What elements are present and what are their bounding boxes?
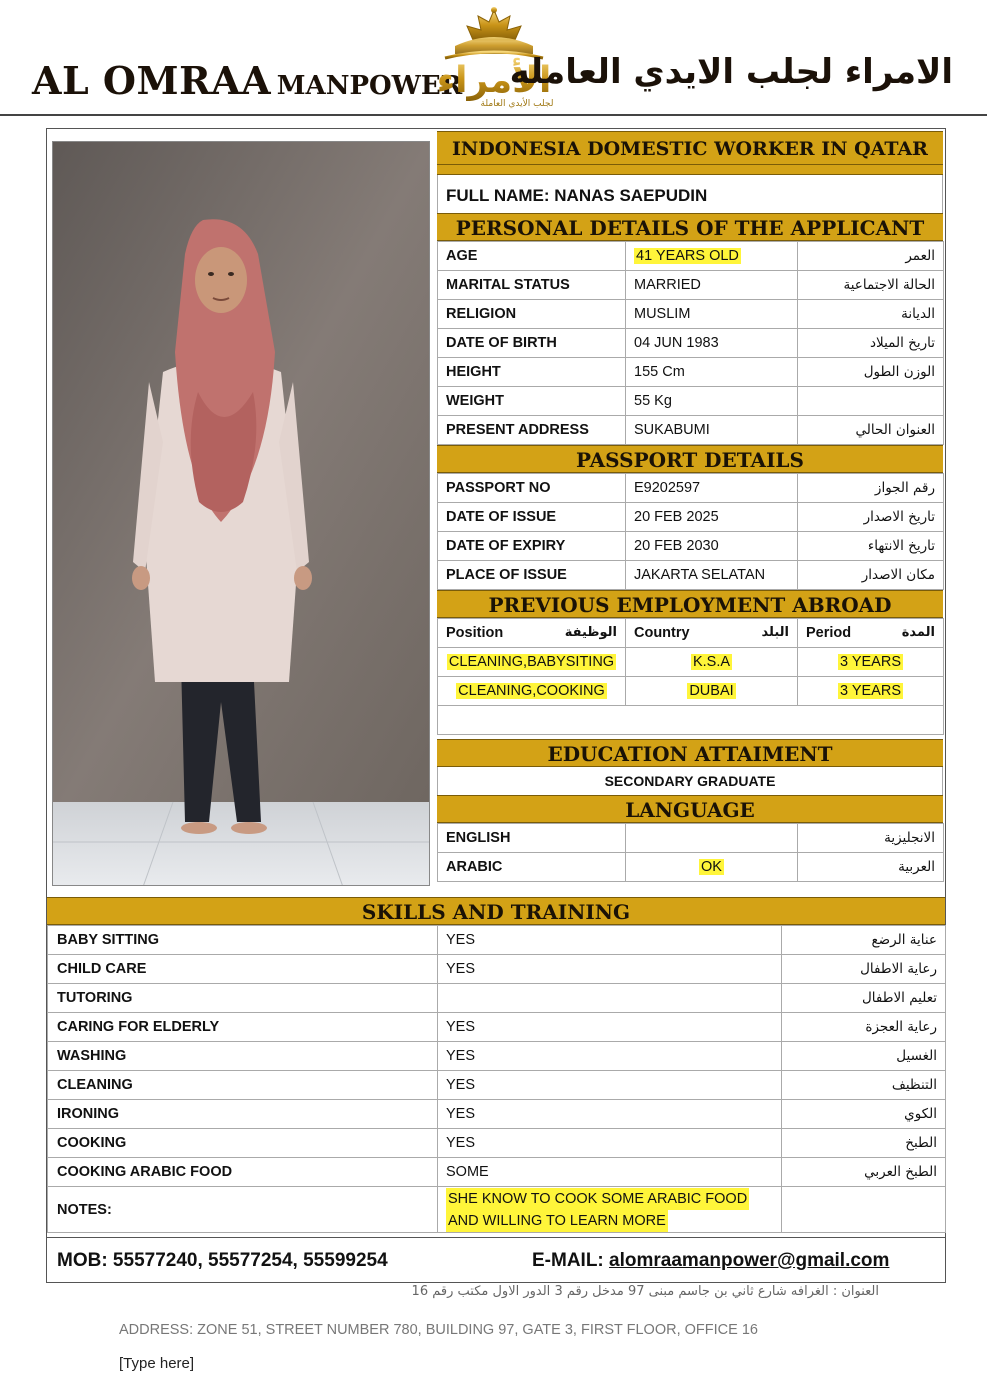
passport-details-heading: PASSPORT DETAILS bbox=[437, 445, 943, 473]
skill-label: COOKING bbox=[48, 1129, 438, 1158]
field-value: 55 Kg bbox=[626, 387, 798, 416]
brand-name-sub: MANPOWER bbox=[276, 71, 463, 101]
table-row bbox=[438, 474, 944, 503]
field-label: MARITAL STATUS bbox=[438, 271, 626, 300]
skill-value: YES bbox=[438, 1129, 782, 1158]
field-value: JAKARTA SELATAN bbox=[626, 561, 798, 590]
skill-label: CARING FOR ELDERLY bbox=[48, 1013, 438, 1042]
field-label-arabic: مكان الاصدار bbox=[798, 561, 944, 590]
skills-heading: SKILLS AND TRAINING bbox=[47, 897, 945, 925]
employment-col-country: Country البلد bbox=[626, 619, 798, 648]
employment-position: CLEANING,BABYSITING bbox=[438, 648, 626, 677]
employment-period: 3 YEARS bbox=[798, 648, 944, 677]
notes-label: NOTES: bbox=[48, 1187, 438, 1233]
footer-address-english: ADDRESS: ZONE 51, STREET NUMBER 780, BUILDING 97, GATE 3, FIRST FLOOR, OFFICE 16 bbox=[119, 1322, 758, 1338]
details-column bbox=[437, 131, 943, 882]
field-value: E9202597 bbox=[626, 474, 798, 503]
field-value: MUSLIM bbox=[626, 300, 798, 329]
field-value: SUKABUMI bbox=[626, 416, 798, 445]
table-row bbox=[48, 926, 946, 955]
table-row bbox=[438, 824, 944, 853]
skill-value: YES bbox=[438, 926, 782, 955]
notes-row bbox=[48, 1187, 946, 1233]
field-label-arabic: رقم الجواز bbox=[798, 474, 944, 503]
letterhead bbox=[0, 0, 987, 118]
application-form bbox=[46, 128, 946, 1283]
field-label: PRESENT ADDRESS bbox=[438, 416, 626, 445]
language-label-arabic: العربية bbox=[798, 853, 944, 882]
field-value: 04 JUN 1983 bbox=[626, 329, 798, 358]
table-row bbox=[48, 1071, 946, 1100]
skill-value: YES bbox=[438, 1071, 782, 1100]
education-value: SECONDARY GRADUATE bbox=[437, 767, 943, 795]
language-label: ARABIC bbox=[438, 853, 626, 882]
footer-placeholder[interactable]: [Type here] bbox=[119, 1355, 195, 1372]
employment-country: DUBAI bbox=[626, 677, 798, 706]
field-value: 20 FEB 2025 bbox=[626, 503, 798, 532]
field-label: DATE OF EXPIRY bbox=[438, 532, 626, 561]
table-row bbox=[438, 271, 944, 300]
skill-label: COOKING ARABIC FOOD bbox=[48, 1158, 438, 1187]
table-row bbox=[48, 1042, 946, 1071]
skill-value bbox=[438, 984, 782, 1013]
table-row bbox=[438, 387, 944, 416]
employment-table bbox=[437, 618, 944, 735]
skill-value: SOME bbox=[438, 1158, 782, 1187]
language-level: OK bbox=[626, 853, 798, 882]
language-heading: LANGUAGE bbox=[437, 795, 943, 823]
employment-col-position: Position الوظيفة bbox=[438, 619, 626, 648]
skill-value: YES bbox=[438, 1100, 782, 1129]
education-heading: EDUCATION ATTAIMENT bbox=[437, 739, 943, 767]
brand-name-main: AL OMRAA bbox=[32, 58, 272, 103]
email-link[interactable]: alomraamanpower@gmail.com bbox=[609, 1250, 890, 1271]
field-label-arabic: العنوان الحالي bbox=[798, 416, 944, 445]
table-row bbox=[438, 561, 944, 590]
table-row bbox=[48, 1129, 946, 1158]
skills-table bbox=[47, 925, 946, 1233]
field-label: HEIGHT bbox=[438, 358, 626, 387]
employment-period: 3 YEARS bbox=[798, 677, 944, 706]
skill-value: YES bbox=[438, 1013, 782, 1042]
language-table bbox=[437, 823, 944, 882]
table-row bbox=[438, 242, 944, 271]
field-label-arabic bbox=[798, 387, 944, 416]
skill-label-arabic: تعليم الاطفال bbox=[782, 984, 946, 1013]
field-label-arabic: الوزن الطول bbox=[798, 358, 944, 387]
table-row bbox=[48, 1013, 946, 1042]
field-value: MARRIED bbox=[626, 271, 798, 300]
footer-address-arabic: العنوان : الغرافه شارع ثاني بن جاسم مبنى 97 مدخل رقم 3 الدور الاول مكتب رقم 16 bbox=[411, 1284, 879, 1299]
personal-details-table bbox=[437, 241, 944, 445]
email-contact: E-MAIL: alomraamanpower@gmail.com bbox=[532, 1250, 890, 1271]
table-row bbox=[48, 1158, 946, 1187]
skill-label-arabic: الطبخ bbox=[782, 1129, 946, 1158]
header-divider bbox=[0, 114, 987, 116]
language-label-arabic: الانجليزية bbox=[798, 824, 944, 853]
field-label: PASSPORT NO bbox=[438, 474, 626, 503]
table-row bbox=[438, 532, 944, 561]
employment-heading: PREVIOUS EMPLOYMENT ABROAD bbox=[437, 590, 943, 618]
field-value: 20 FEB 2030 bbox=[626, 532, 798, 561]
skill-label-arabic: الغسيل bbox=[782, 1042, 946, 1071]
field-label-arabic: تاريخ الانتهاء bbox=[798, 532, 944, 561]
notes-empty-cell bbox=[782, 1187, 946, 1233]
skill-label-arabic: الكوي bbox=[782, 1100, 946, 1129]
skill-label: CLEANING bbox=[48, 1071, 438, 1100]
field-value: 41 YEARS OLD bbox=[626, 242, 798, 271]
field-label-arabic: العمر bbox=[798, 242, 944, 271]
field-label-arabic: تاريخ الميلاد bbox=[798, 329, 944, 358]
table-row bbox=[438, 329, 944, 358]
skill-label-arabic: الطبخ العربي bbox=[782, 1158, 946, 1187]
employment-header-row bbox=[438, 619, 944, 648]
employment-col-period: Period المدة bbox=[798, 619, 944, 648]
skill-label: BABY SITTING bbox=[48, 926, 438, 955]
language-level bbox=[626, 824, 798, 853]
table-row bbox=[438, 677, 944, 706]
table-row bbox=[438, 648, 944, 677]
field-label: WEIGHT bbox=[438, 387, 626, 416]
skill-label-arabic: عناية الرضع bbox=[782, 926, 946, 955]
table-row bbox=[438, 300, 944, 329]
table-row bbox=[438, 503, 944, 532]
field-label: DATE OF ISSUE bbox=[438, 503, 626, 532]
applicant-full-name: FULL NAME: NANAS SAEPUDIN bbox=[437, 175, 943, 213]
table-row bbox=[48, 955, 946, 984]
skill-label: IRONING bbox=[48, 1100, 438, 1129]
skill-label-arabic: رعاية الاطفال bbox=[782, 955, 946, 984]
skills-section bbox=[47, 897, 945, 1233]
field-label-arabic: الديانة bbox=[798, 300, 944, 329]
field-label-arabic: الحالة الاجتماعية bbox=[798, 271, 944, 300]
skill-label-arabic: رعاية العجزة bbox=[782, 1013, 946, 1042]
table-row bbox=[48, 1100, 946, 1129]
table-row bbox=[438, 358, 944, 387]
mobile-numbers: MOB: 55577240, 55577254, 55599254 bbox=[57, 1250, 388, 1271]
field-value: 155 Cm bbox=[626, 358, 798, 387]
field-label: AGE bbox=[438, 242, 626, 271]
skill-label-arabic: التنظيف bbox=[782, 1071, 946, 1100]
personal-details-heading: PERSONAL DETAILS OF THE APPLICANT bbox=[437, 213, 943, 241]
applicant-photo bbox=[52, 141, 430, 886]
notes-value: SHE KNOW TO COOK SOME ARABIC FOOD AND WILLING TO LEARN MORE bbox=[438, 1187, 782, 1233]
field-label: PLACE OF ISSUE bbox=[438, 561, 626, 590]
passport-details-table bbox=[437, 473, 944, 590]
table-row bbox=[48, 984, 946, 1013]
skill-value: YES bbox=[438, 955, 782, 984]
field-label: DATE OF BIRTH bbox=[438, 329, 626, 358]
skill-value: YES bbox=[438, 1042, 782, 1071]
svg-text:لجلب الأيدي العاملة: لجلب الأيدي العاملة bbox=[480, 99, 554, 109]
skill-label: TUTORING bbox=[48, 984, 438, 1013]
document-title: INDONESIA DOMESTIC WORKER IN QATAR bbox=[437, 131, 943, 165]
applicant-photo-image bbox=[53, 142, 430, 886]
brand-name-english bbox=[32, 58, 462, 103]
title-underline-band bbox=[437, 165, 943, 175]
contact-bar bbox=[47, 1237, 945, 1281]
brand-name-arabic: الامراء لجلب الايدي العامله bbox=[509, 52, 953, 92]
field-label: RELIGION bbox=[438, 300, 626, 329]
employment-empty-row bbox=[438, 706, 944, 735]
employment-position: CLEANING,COOKING bbox=[438, 677, 626, 706]
svg-text:الأمراء: الأمراء bbox=[436, 60, 552, 101]
table-row bbox=[438, 853, 944, 882]
field-label-arabic: تاريخ الاصدار bbox=[798, 503, 944, 532]
table-row bbox=[438, 416, 944, 445]
skill-label: CHILD CARE bbox=[48, 955, 438, 984]
language-label: ENGLISH bbox=[438, 824, 626, 853]
skill-label: WASHING bbox=[48, 1042, 438, 1071]
employment-country: K.S.A bbox=[626, 648, 798, 677]
